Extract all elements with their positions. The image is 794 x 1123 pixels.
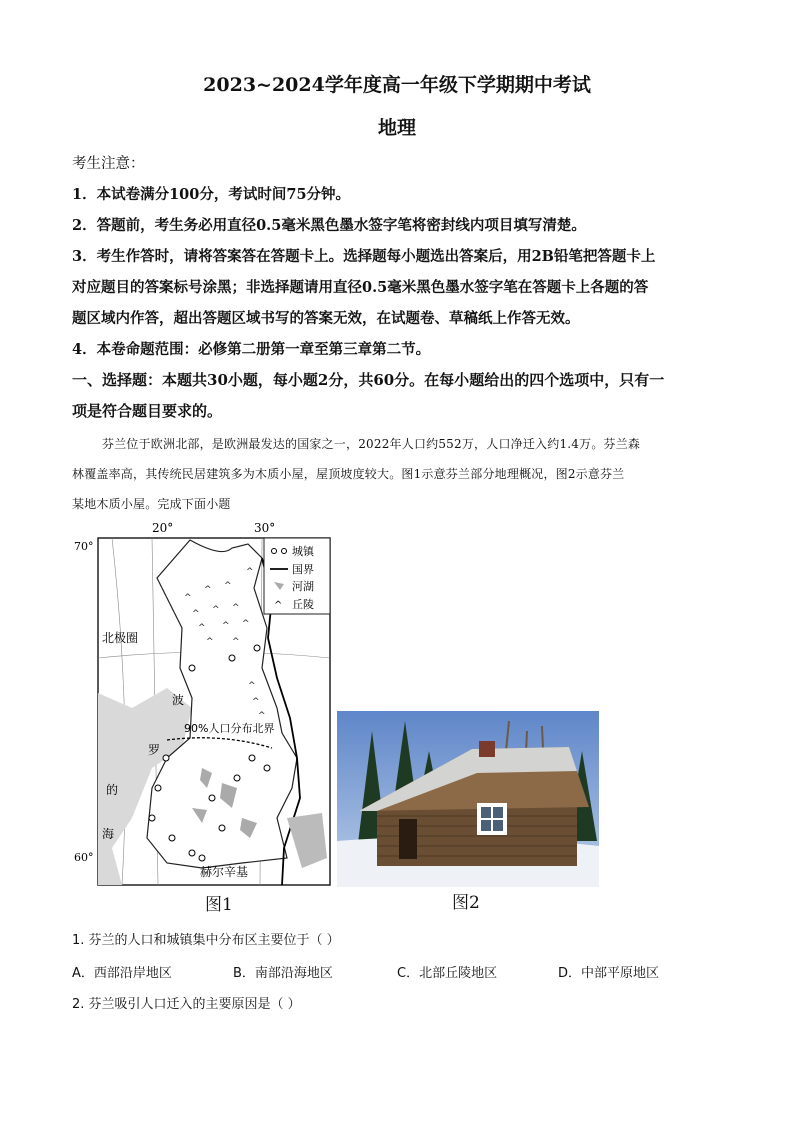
notice-item: 2．答题前，考生务必用直径0.5毫米黑色墨水签字笔将密封线内项目填写清楚。	[72, 217, 586, 234]
figure-1-caption: 图1	[205, 895, 233, 915]
svg-text:^: ^	[232, 603, 240, 613]
legend-border: 国界	[292, 563, 314, 576]
notice-item: 4．本卷命题范围：必修第二册第一章至第三章第二节。	[72, 341, 431, 358]
question-1-option-a[interactable]: A．西部沿岸地区	[72, 966, 172, 981]
finland-map	[72, 518, 334, 890]
svg-text:^: ^	[232, 637, 240, 647]
label-sea-4: 海	[102, 827, 115, 841]
label-arctic-circle: 北极圈	[102, 631, 139, 645]
notice-item: 对应题目的答案标号涂黑；非选择题请用直径0.5毫米黑色墨水签字笔在答题卡上各题的答	[72, 279, 649, 296]
notice-item: 题区域内作答，超出答题区域书写的答案无效，在试题卷、草稿纸上作答无效。	[72, 310, 580, 327]
lon-label-20: 20°	[152, 521, 174, 535]
wooden-hut-photo	[337, 711, 599, 887]
notice-heading: 考生注意：	[72, 156, 145, 172]
passage-line: 某地木质小屋。完成下面小题	[72, 497, 231, 511]
lon-label-30: 30°	[254, 521, 276, 535]
label-sea-2: 罗	[148, 743, 161, 757]
passage-line: 林覆盖率高，其传统民居建筑多为木质小屋，屋顶坡度较大。图1示意芬兰部分地理概况，图2示意芬兰	[72, 467, 625, 481]
question-2-stem: 2. 芬兰吸引人口迁入的主要原因是（ ）	[72, 997, 301, 1012]
svg-text:^: ^	[204, 585, 212, 595]
label-sea-3: 的	[106, 783, 119, 797]
svg-text:^: ^	[212, 605, 220, 615]
svg-text:^: ^	[252, 697, 260, 707]
subject-title: 地理	[377, 117, 416, 139]
legend-hill: 丘陵	[292, 598, 314, 611]
svg-text:^: ^	[192, 609, 200, 619]
svg-text:^: ^	[224, 581, 232, 591]
section-heading-cont: 项是符合题目要求的。	[72, 402, 223, 420]
svg-text:^: ^	[222, 621, 230, 631]
svg-text:^: ^	[206, 637, 214, 647]
svg-text:^: ^	[184, 593, 192, 603]
label-boundary: 90%人口分布北界	[184, 722, 275, 735]
svg-text:^: ^	[198, 623, 206, 633]
label-helsinki: 赫尔辛基	[200, 865, 249, 879]
exam-title: 2023~2024学年度高一年级下学期期中考试	[203, 74, 591, 96]
svg-text:^: ^	[248, 681, 256, 691]
question-1-option-d[interactable]: D．中部平原地区	[558, 966, 660, 981]
lat-label-70: 70°	[74, 540, 94, 553]
svg-text:^: ^	[246, 567, 254, 577]
passage-line: 芬兰位于欧洲北部，是欧洲最发达的国家之一，2022年人口约552万，人口净迁入约1.4万。芬兰森	[102, 437, 641, 451]
svg-text:^: ^	[258, 711, 266, 721]
figure-2-caption: 图2	[452, 893, 480, 913]
section-heading: 一、选择题：本题共30小题，每小题2分，共60分。在每小题给出的四个选项中，只有一	[72, 371, 665, 389]
question-1-stem: 1. 芬兰的人口和城镇集中分布区主要位于（ ）	[72, 933, 340, 948]
svg-text:^: ^	[242, 619, 250, 629]
svg-text:^: ^	[274, 600, 283, 611]
legend-town: 城镇	[292, 545, 314, 558]
notice-item: 1．本试卷满分100分，考试时间75分钟。	[72, 186, 351, 203]
lat-label-60: 60°	[74, 851, 94, 864]
question-1-option-c[interactable]: C．北部丘陵地区	[397, 966, 498, 981]
question-1-option-b[interactable]: B．南部沿海地区	[233, 966, 333, 981]
legend-river-lake: 河湖	[292, 580, 314, 593]
notice-item: 3．考生作答时，请将答案答在答题卡上。选择题每小题选出答案后，用2B铅笔把答题卡上	[72, 248, 656, 265]
label-sea-1: 波	[172, 693, 185, 707]
